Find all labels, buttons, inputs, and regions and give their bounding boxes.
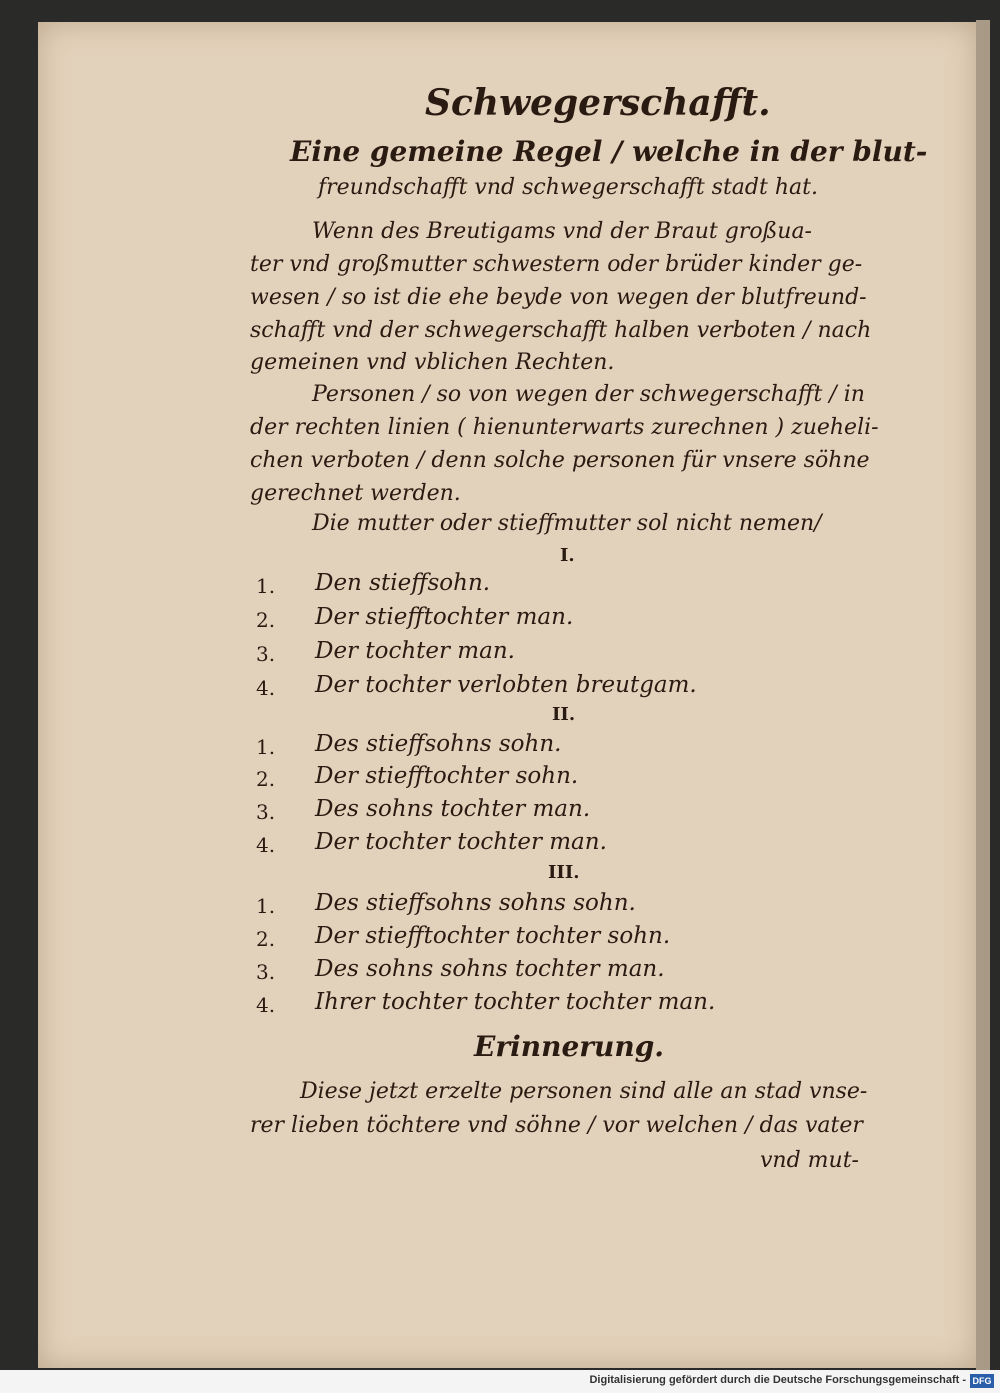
item-number: 3. [256, 642, 276, 666]
section-roman-numeral: I. [560, 545, 575, 566]
list-item: Des stieffsohns sohns sohn. [315, 890, 636, 916]
footer-bar [0, 1370, 1000, 1393]
paragraph-1-line: Wenn des Breutigams vnd der Braut großua- [312, 219, 812, 244]
item-number: 1. [256, 735, 276, 759]
section-roman-numeral: II. [552, 704, 576, 725]
subtitle-line-1: Eine gemeine Regel / welche in der blut- [290, 135, 928, 168]
page-title: Schwegerschafft. [425, 82, 771, 124]
list-item: Der tochter verlobten breutgam. [315, 672, 697, 698]
paragraph-1-line: schafft vnd der schwegerschafft halben verboten / nach [250, 318, 872, 343]
dfg-logo: DFG [970, 1374, 994, 1388]
paragraph-2-line: gerechnet werden. [250, 481, 461, 506]
list-item: Der stiefftochter sohn. [315, 763, 579, 789]
list-item: Des sohns sohns tochter man. [315, 956, 665, 982]
erinnerung-line: rer lieben töchtere vnd söhne / vor welchen / das vater [250, 1113, 863, 1138]
intro-line: Die mutter oder stieffmutter sol nicht nemen/ [312, 511, 822, 536]
item-number: 3. [256, 800, 276, 824]
item-number: 4. [256, 833, 276, 857]
item-number: 4. [256, 676, 276, 700]
list-item: Des stieffsohns sohn. [315, 731, 562, 757]
paragraph-1-line: gemeinen vnd vblichen Rechten. [250, 350, 615, 375]
paragraph-2-line: chen verboten / denn solche personen für vnsere söhne [250, 448, 870, 473]
item-number: 3. [256, 960, 276, 984]
paragraph-2-line: der rechten linien ( hienunterwarts zurechnen ) zueheli- [250, 415, 879, 440]
list-item: Der tochter tochter man. [315, 829, 607, 855]
list-item: Des sohns tochter man. [315, 796, 591, 822]
item-number: 2. [256, 608, 276, 632]
list-item: Den stieffsohn. [315, 570, 491, 596]
item-number: 1. [256, 894, 276, 918]
catchword: vnd mut- [760, 1148, 859, 1173]
subtitle-line-2: freundschafft vnd schwegerschafft stadt hat. [318, 175, 818, 200]
erinnerung-line: Diese jetzt erzelte personen sind alle an stad vnse- [300, 1079, 868, 1104]
funding-credit: Digitalisierung gefördert durch die Deutsche Forschungsgemeinschaft - [589, 1374, 966, 1386]
section-roman-numeral: III. [548, 862, 580, 883]
list-item: Der stiefftochter tochter sohn. [315, 923, 671, 949]
paragraph-1-line: ter vnd großmutter schwestern oder brüder kinder ge- [250, 252, 863, 277]
erinnerung-heading: Erinnerung. [474, 1030, 665, 1063]
list-item: Der tochter man. [315, 638, 515, 664]
item-number: 1. [256, 574, 276, 598]
item-number: 2. [256, 927, 276, 951]
item-number: 4. [256, 993, 276, 1017]
paragraph-2-line: Personen / so von wegen der schwegerschafft / in [312, 382, 865, 407]
list-item: Ihrer tochter tochter tochter man. [315, 989, 716, 1015]
paragraph-1-line: wesen / so ist die ehe beyde von wegen der blutfreund- [250, 285, 867, 310]
list-item: Der stiefftochter man. [315, 604, 574, 630]
item-number: 2. [256, 767, 276, 791]
book-edge [990, 20, 1000, 1370]
